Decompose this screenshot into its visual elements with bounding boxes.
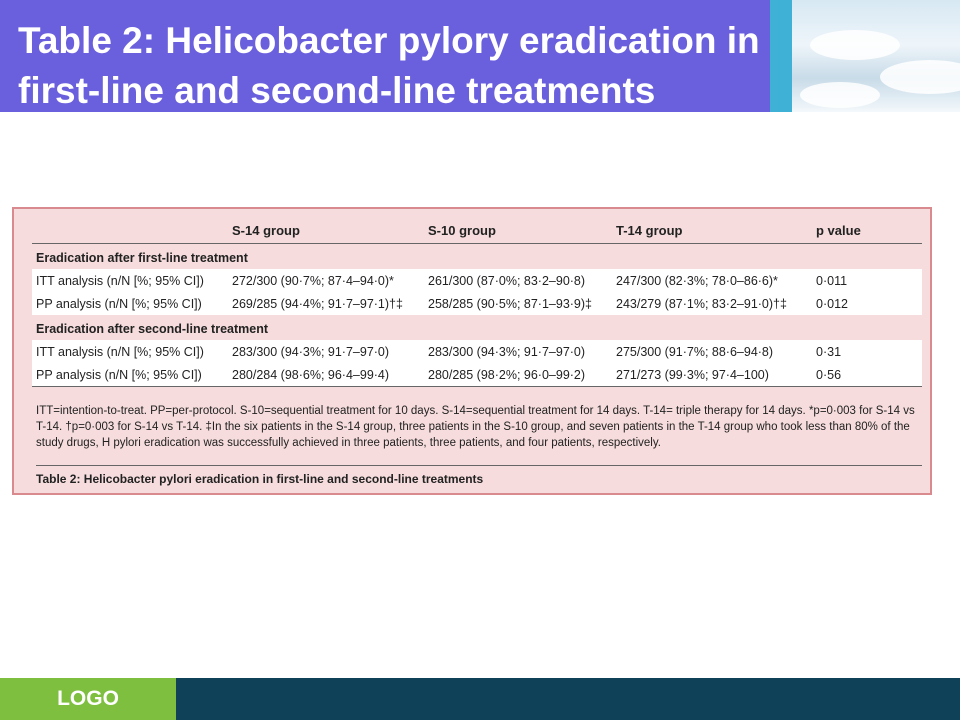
section-label: Eradication after second-line treatment — [36, 321, 269, 336]
table-cell: 275/300 (91·7%; 88·6–94·8) — [612, 340, 812, 363]
table-row — [32, 292, 922, 315]
row-label: PP analysis (n/N [%; 95% CI]) — [32, 292, 228, 315]
table-caption: Table 2: Helicobacter pylori eradication in first-line and second-line treatments — [36, 465, 922, 486]
section-label: Eradication after first-line treatment — [36, 250, 248, 265]
results-table — [32, 215, 922, 387]
row-label: ITT analysis (n/N [%; 95% CI]) — [32, 269, 228, 292]
table-cell: 269/285 (94·4%; 91·7–97·1)†‡ — [228, 292, 424, 315]
table-footnote: ITT=intention-to-treat. PP=per-protocol. S-10=sequential treatment for 10 days. S-14=sequential treatment for 14 days. T-14= triple therapy for 14 days. *p=0·003 for S-14 vs T-14. †p=0·003 for S-14 vs T-14. ‡In the six patients in the S-14 group, three patients in the S-10 group, and seven patients in the T-14 group who took less than 80% of the study drugs, H pylori eradication was successfully achieved in three patients, three patients, and four patients, respectively. — [36, 405, 915, 449]
p-value-cell: 0·31 — [812, 340, 922, 363]
table-cell: 283/300 (94·3%; 91·7–97·0) — [228, 340, 424, 363]
p-value-cell: 0·56 — [812, 363, 922, 387]
table-cell: 280/284 (98·6%; 96·4–99·4) — [228, 363, 424, 387]
header-cell: T-14 group — [612, 215, 812, 244]
table-cell: 272/300 (90·7%; 87·4–94·0)* — [228, 269, 424, 292]
table-cell: 280/285 (98·2%; 96·0–99·2) — [424, 363, 612, 387]
table-figure — [12, 207, 932, 495]
logo: LOGO — [0, 678, 176, 720]
header-cell: S-10 group — [424, 215, 612, 244]
section-header-row — [32, 244, 922, 270]
slide-title — [18, 16, 918, 116]
table-row — [32, 340, 922, 363]
table-cell: 271/273 (99·3%; 97·4–100) — [612, 363, 812, 387]
table-cell: 258/285 (90·5%; 87·1–93·9)‡ — [424, 292, 612, 315]
table-cell: 247/300 (82·3%; 78·0–86·6)* — [612, 269, 812, 292]
section-header-row — [32, 315, 922, 340]
p-value-cell: 0·012 — [812, 292, 922, 315]
table-row — [32, 363, 922, 387]
p-value-cell: 0·011 — [812, 269, 922, 292]
slide-title-line2: first-line and second-line treatments — [18, 70, 656, 111]
table-cell: 243/279 (87·1%; 83·2–91·0)†‡ — [612, 292, 812, 315]
table-cell: 261/300 (87·0%; 83·2–90·8) — [424, 269, 612, 292]
slide-title-line1: Table 2: Helicobacter pylory eradication in — [18, 20, 760, 61]
header-cell — [32, 215, 228, 244]
header-cell: S-14 group — [228, 215, 424, 244]
table-cell: 283/300 (94·3%; 91·7–97·0) — [424, 340, 612, 363]
table-row — [32, 269, 922, 292]
table-header-row — [32, 215, 922, 244]
row-label: ITT analysis (n/N [%; 95% CI]) — [32, 340, 228, 363]
header-cell: p value — [812, 215, 922, 244]
row-label: PP analysis (n/N [%; 95% CI]) — [32, 363, 228, 387]
